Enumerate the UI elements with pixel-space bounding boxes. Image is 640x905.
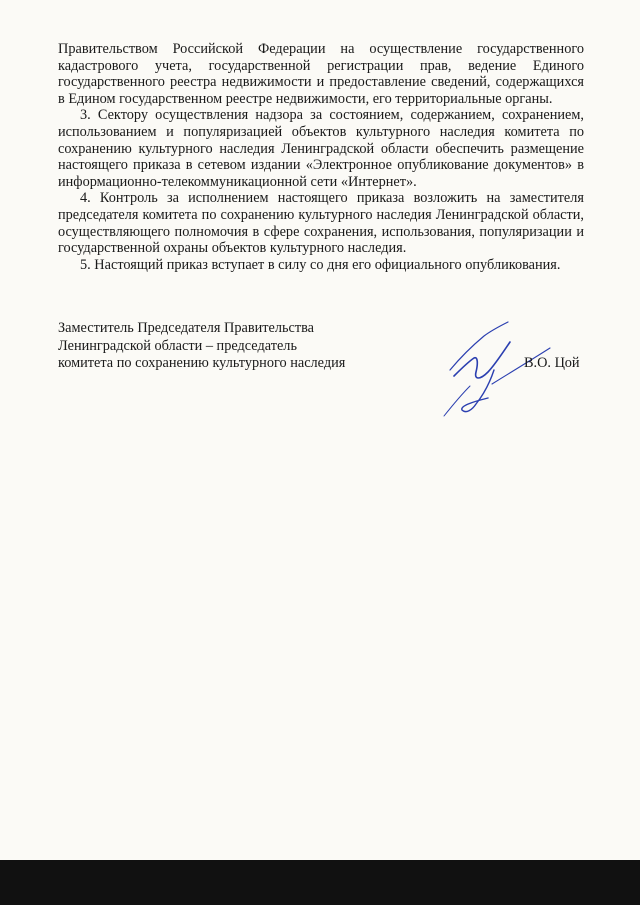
signature-stroke — [450, 322, 508, 370]
paragraph-continuation: Правительством Российской Федерации на осуществление государственного кадастрового учета, государственной регистрации прав, ведение Единого государственного реестра недвижимости и предоставление сведений, содержащихся в Едином государственном реестре недвижимости, его территориальные органы. — [58, 41, 584, 107]
position-line-2: Ленинградской области – председатель — [58, 337, 297, 354]
paragraph-3: 3. Сектору осуществления надзора за состоянием, содержанием, сохранением, использованием и популяризацией объектов культурного наследия комитета по сохранению культурного наследия Ленинградской области обеспечить размещение настоящего приказа в сетевом издании «Электронное опубликование документов» в информационно-телекоммуникационной сети «Интернет». — [58, 107, 584, 190]
paragraph-4: 4. Контроль за исполнением настоящего приказа возложить на заместителя председателя комитета по сохранению культурного наследия Ленинградской области, осуществляющего полномочия в сфере сохранения, использования, популяризации и государственной охраны объектов культурного наследия. — [58, 190, 584, 257]
signature-stroke — [454, 342, 510, 378]
position-line-1: Заместитель Председателя Правительства — [58, 320, 315, 336]
document-body — [58, 41, 584, 273]
position-line-3: комитета по сохранению культурного наследия — [58, 355, 346, 371]
signer-name: В.О. Цой — [524, 355, 580, 371]
signature-stroke — [462, 370, 494, 412]
scan-bottom-edge — [0, 860, 640, 905]
signatory-position — [58, 320, 345, 373]
paragraph-5: 5. Настоящий приказ вступает в силу со дня его официального опубликования. — [80, 256, 561, 273]
